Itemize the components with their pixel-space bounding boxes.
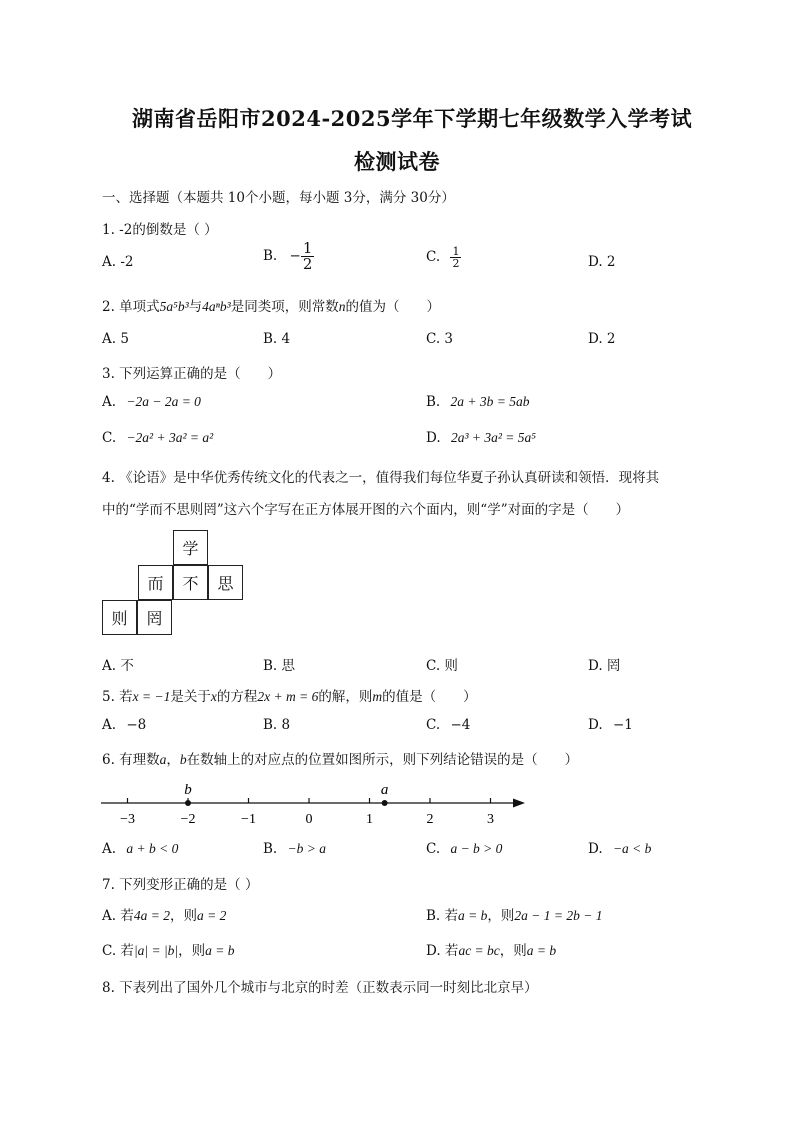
q2-option-b: B. 4 <box>263 331 291 347</box>
q4-option-b: B. 思 <box>263 658 296 674</box>
q5-eq1: x = −1 <box>132 689 171 704</box>
q4-stem-line2: 中的“学而不思则罔”这六个字写在正方体展开图的六个面内，则“学”对面的字是（ ） <box>102 502 630 518</box>
q7-stem: 7. 下列变形正确的是（ ） <box>102 877 259 893</box>
q5-option-b: B. 8 <box>263 717 291 733</box>
q3-stem: 3. 下列运算正确的是（ ） <box>102 366 282 382</box>
q7-option-d-then: ，则 <box>499 943 527 959</box>
q5-var-x: x <box>210 689 217 704</box>
q1-option-c-label: C. <box>426 249 441 265</box>
point-a-label: a <box>380 782 389 798</box>
q7-option-a-cond: 4a = 2 <box>133 908 170 923</box>
q6-option-a-label: A. <box>102 841 117 857</box>
q7-option-a-label: A. 若 <box>102 908 134 924</box>
q7-option-c-result: a = b <box>205 943 235 958</box>
cube-face-bu: 不 <box>173 565 208 600</box>
q5-stem-mid3: 的解，则 <box>318 689 373 705</box>
q5-eq2: 2x + m = 6 <box>257 689 319 704</box>
q6-stem-prefix: 6. 有理数 <box>102 752 160 768</box>
q1-stem: 1. -2的倒数是（ ） <box>102 222 218 238</box>
cube-face-wang: 罔 <box>137 600 172 635</box>
page-title-line1: 湖南省岳阳市2024-2025学年下学期七年级数学入学考试 <box>132 106 693 131</box>
q1-option-b-label: B. <box>263 248 278 264</box>
q7-option-a-then: ，则 <box>169 908 197 924</box>
number-line <box>95 776 535 826</box>
q5-stem <box>102 685 477 705</box>
q6-option-c <box>426 841 502 857</box>
q1-option-b-numerator: 1 <box>302 239 313 257</box>
q7-option-b-cond: a = b <box>458 908 488 923</box>
q6-option-b-label: B. <box>263 841 278 857</box>
number-line-tick-label: −1 <box>241 812 256 826</box>
number-line-tick-label: 1 <box>366 812 373 826</box>
q2-stem-end: 的值为（ ） <box>345 299 440 315</box>
q2-option-a: A. 5 <box>102 331 129 347</box>
q6-option-c-label: C. <box>426 841 441 857</box>
q7-option-d-label: D. 若 <box>426 943 459 959</box>
q3-option-b-label: B. <box>426 394 441 410</box>
q3-option-d <box>426 430 536 446</box>
q5-stem-end: 的值是（ ） <box>382 689 477 705</box>
point-a <box>382 800 388 806</box>
q3-option-a-label: A. <box>102 394 117 410</box>
cube-net <box>102 530 247 636</box>
q3-option-c-label: C. <box>102 430 117 446</box>
q5-option-d-label: D. <box>588 717 603 733</box>
q4-option-d: D. 罔 <box>588 658 621 674</box>
section-heading: 一、选择题（本题共 10个小题，每小题 3分，满分 30分） <box>102 190 455 206</box>
q1-option-d: D. 2 <box>588 254 616 270</box>
q6-stem-sep: ， <box>166 752 180 768</box>
q7-option-d <box>426 939 556 959</box>
q6-option-c-expr: a − b > 0 <box>450 841 503 856</box>
q7-option-d-cond: ac = bc <box>458 943 500 958</box>
number-line-labels <box>120 812 494 826</box>
number-line-tick-label: 2 <box>426 812 434 826</box>
q8-stem: 8. 下表列出了国外几个城市与北京的时差（正数表示同一时刻比北京早） <box>102 980 538 996</box>
q2-option-c: C. 3 <box>426 331 454 347</box>
q2-stem-mid: 与 <box>188 299 203 315</box>
q7-option-a <box>102 904 226 924</box>
q3-option-d-label: D. <box>426 430 441 446</box>
q1-option-b-sign: − <box>289 248 301 264</box>
q5-option-c-value: −4 <box>450 717 471 733</box>
point-b <box>185 800 191 806</box>
q2-option-d: D. 2 <box>588 331 616 347</box>
q5-option-a-value: −8 <box>126 717 147 733</box>
cube-face-ze: 则 <box>102 600 137 635</box>
q6-option-d <box>588 841 651 857</box>
q7-option-c-cond: |a| = |b| <box>133 943 179 958</box>
cube-face-si: 思 <box>208 565 243 600</box>
number-line-tick-label: −3 <box>120 812 135 826</box>
q6-var-b: b <box>179 752 187 767</box>
q6-option-b <box>263 841 326 857</box>
q2-term2: 4aⁿb³ <box>202 299 231 314</box>
q1-option-b-fraction <box>301 241 315 272</box>
q1-option-b-denominator: 2 <box>302 255 313 273</box>
q1-option-c <box>426 246 461 269</box>
q5-option-d-value: −1 <box>612 717 633 733</box>
q3-option-a <box>102 394 201 410</box>
q7-option-b <box>426 904 602 924</box>
q7-option-c <box>102 939 235 959</box>
number-line-ticks <box>128 798 491 803</box>
q2-var-n: n <box>338 299 346 314</box>
q2-stem-prefix: 2. 单项式 <box>102 299 160 315</box>
q5-stem-mid1: 是关于 <box>170 689 211 705</box>
cube-face-xue: 学 <box>173 530 208 565</box>
q6-option-a <box>102 841 178 857</box>
q6-var-a: a <box>159 752 167 767</box>
q5-option-a-label: A. <box>102 717 117 733</box>
q7-option-b-result: 2a − 1 = 2b − 1 <box>514 908 603 923</box>
q7-option-d-result: a = b <box>526 943 557 958</box>
q1-option-c-numerator: 1 <box>452 245 460 258</box>
q2-term1: 5a⁵b³ <box>159 299 189 314</box>
q5-stem-prefix: 5. 若 <box>102 689 133 705</box>
q3-option-c-expr: −2a² + 3a² = a² <box>126 430 214 445</box>
q6-stem-post: 在数轴上的对应点的位置如图所示，则下列结论错误的是（ ） <box>186 752 579 768</box>
q5-option-c <box>426 717 470 733</box>
q4-stem-line1: 4. 《论语》是中华优秀传统文化的代表之一，值得我们每位华夏子孙认真研读和领悟．现将其 <box>102 470 660 486</box>
q7-option-c-then: ，则 <box>178 943 206 959</box>
q1-option-b <box>263 241 314 272</box>
cube-face-er: 而 <box>138 565 173 600</box>
q6-stem <box>102 748 578 768</box>
q3-option-b-expr: 2a + 3b = 5ab <box>450 394 530 409</box>
q7-option-c-label: C. 若 <box>102 943 134 959</box>
q3-option-c <box>102 430 213 446</box>
q1-option-c-denominator: 2 <box>452 257 460 270</box>
q6-option-b-expr: −b > a <box>287 841 326 856</box>
q4-option-a: A. 不 <box>102 658 134 674</box>
q1-option-a: A. -2 <box>102 254 134 270</box>
q6-option-d-label: D. <box>588 841 603 857</box>
q7-option-a-result: a = 2 <box>196 908 227 923</box>
q6-option-d-expr: −a < b <box>612 841 652 856</box>
q5-option-a <box>102 717 146 733</box>
q6-option-a-expr: a + b < 0 <box>126 841 179 856</box>
number-line-arrow <box>513 799 525 808</box>
q5-stem-mid2: 的方程 <box>216 689 258 705</box>
q5-var-m: m <box>372 689 383 704</box>
number-line-tick-label: 0 <box>305 812 313 826</box>
q7-option-b-label: B. 若 <box>426 908 459 924</box>
q2-stem <box>102 295 440 315</box>
number-line-tick-label: −2 <box>180 812 196 826</box>
q3-option-b <box>426 394 530 410</box>
q5-option-d <box>588 717 633 733</box>
q5-option-c-label: C. <box>426 717 441 733</box>
page-title-line2: 检测试卷 <box>354 149 440 174</box>
q3-option-d-expr: 2a³ + 3a² = 5a⁵ <box>450 430 536 445</box>
q4-option-c: C. 则 <box>426 658 458 674</box>
q7-option-b-then: ，则 <box>487 908 515 924</box>
point-b-label: b <box>184 782 192 798</box>
number-line-tick-label: 3 <box>487 812 494 826</box>
q2-stem-post: 是同类项，则常数 <box>230 299 339 315</box>
q1-option-c-fraction <box>450 246 461 269</box>
q3-option-a-expr: −2a − 2a = 0 <box>126 394 201 409</box>
